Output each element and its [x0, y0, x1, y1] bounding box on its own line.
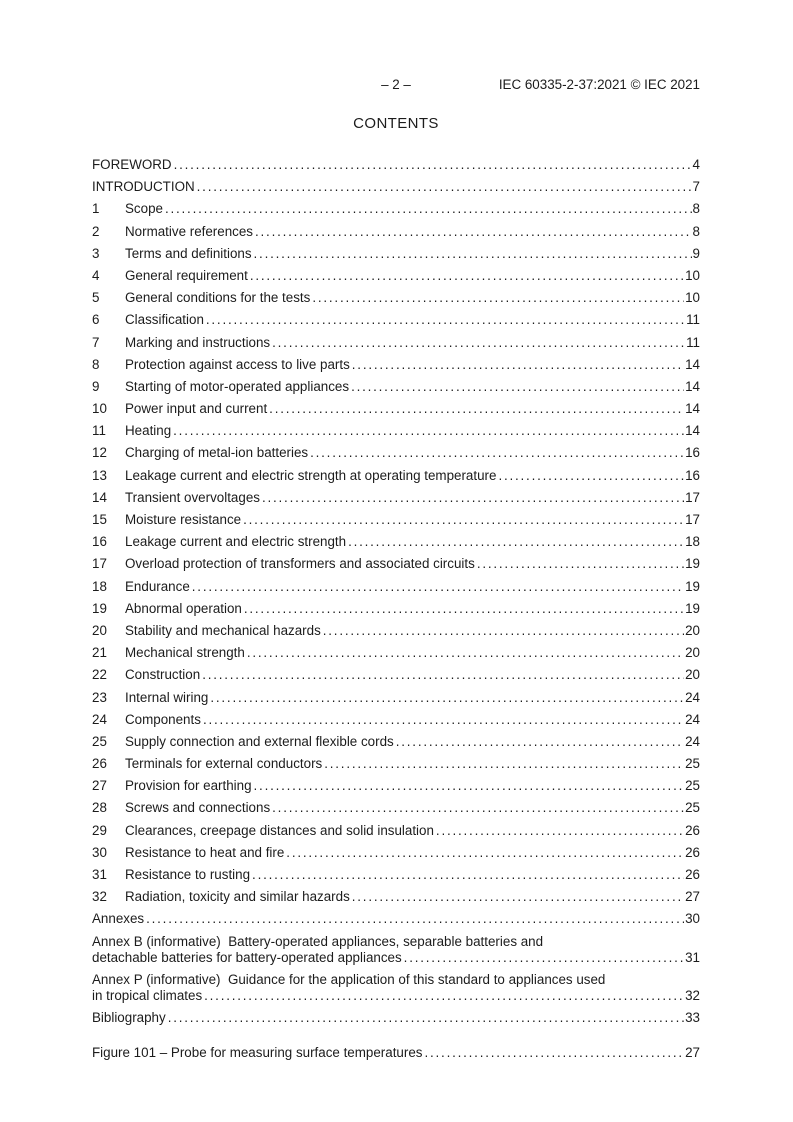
toc-entry — [92, 735, 700, 749]
toc-entry-label: Components — [125, 711, 201, 727]
toc-entry-number: 13 — [92, 467, 107, 483]
toc-entry-number: 6 — [92, 312, 100, 328]
toc-entry-label: in tropical climates — [92, 987, 203, 1003]
dot-leader — [241, 513, 684, 527]
toc-entry-page: 11 — [686, 334, 700, 350]
toc-entry-page: 20 — [685, 622, 700, 638]
toc-entry — [92, 469, 700, 483]
toc-entry-label: Construction — [125, 667, 201, 683]
toc-entry — [92, 402, 700, 416]
toc-entry — [92, 973, 700, 1003]
dot-leader — [322, 757, 684, 771]
toc-entry — [92, 202, 700, 216]
toc-entry-label: Overload protection of transformers and associated circuits — [125, 556, 475, 572]
dot-leader — [242, 602, 684, 616]
toc-entry — [92, 1046, 700, 1060]
toc-entry-label: Provision for earthing — [125, 778, 252, 794]
toc-entry — [92, 757, 700, 771]
toc-entry — [92, 180, 700, 194]
dot-leader — [252, 247, 692, 261]
toc-entry-label: INTRODUCTION — [92, 179, 195, 195]
toc-entry-page: 9 — [692, 245, 700, 261]
toc-entry — [92, 801, 700, 815]
toc-entry — [92, 668, 700, 682]
toc-entry-page: 16 — [685, 467, 700, 483]
toc-entry-number: 25 — [92, 733, 107, 749]
toc-entry-page: 25 — [685, 756, 700, 772]
toc-entry-number: 20 — [92, 622, 107, 638]
toc-entry-line2 — [92, 951, 700, 965]
toc-entry-page: 24 — [685, 711, 700, 727]
toc-entry — [92, 158, 700, 172]
toc-entry-label: Marking and instructions — [125, 334, 271, 350]
toc-entry — [92, 779, 700, 793]
toc-entry-page: 17 — [685, 512, 700, 527]
toc-figure-list — [92, 1046, 700, 1060]
toc-entry-number: 3 — [92, 245, 100, 261]
dot-leader — [284, 846, 684, 860]
dot-leader — [496, 469, 684, 483]
toc-entry-label: detachable batteries for battery-operated appliances — [92, 949, 402, 965]
toc-entry-page: 14 — [685, 356, 700, 372]
toc-entry-page: 26 — [685, 867, 700, 882]
toc-entry — [92, 935, 700, 965]
toc-entry-number: 19 — [92, 600, 107, 616]
toc-entry-list — [92, 158, 700, 1025]
toc-entry — [92, 868, 700, 882]
dot-leader — [270, 801, 684, 815]
toc-entry-number: 11 — [92, 423, 106, 439]
toc-entry-number: 22 — [92, 667, 107, 683]
toc-entry-page: 24 — [685, 689, 700, 705]
toc-entry-number: 21 — [92, 645, 107, 661]
toc-entry-page: 14 — [685, 378, 700, 394]
toc-entry — [92, 535, 700, 549]
toc-entry-page: 25 — [685, 800, 700, 816]
toc-entry-number: 1 — [92, 201, 100, 217]
toc-entry-label: Annex B (informative) Battery-operated appliances, separable batteries and — [92, 933, 544, 949]
dot-leader — [250, 868, 684, 882]
dot-leader — [346, 535, 684, 549]
toc-entry-number: 32 — [92, 889, 107, 905]
toc-entry-line2 — [92, 989, 700, 1003]
dot-leader — [204, 313, 685, 327]
toc-entry — [92, 424, 700, 438]
toc-entry-number: 24 — [92, 711, 107, 727]
toc-entry-label: Leakage current and electric strength at operating temperature — [125, 467, 497, 483]
toc-entry-page: 20 — [685, 645, 700, 661]
toc-entry-page: 26 — [685, 822, 700, 838]
toc-entry-label: Normative references — [125, 223, 254, 239]
toc-entry-page: 27 — [685, 889, 700, 905]
toc-entry-page: 18 — [685, 534, 700, 550]
toc-entry-number: 16 — [92, 534, 107, 550]
toc-entry-page: 14 — [685, 401, 700, 417]
dot-leader — [144, 912, 684, 926]
toc-entry — [92, 602, 700, 616]
toc-entry-label: Mechanical strength — [125, 645, 245, 661]
toc-entry — [92, 624, 700, 638]
toc-entry-label: Annex P (informative) Guidance for the application of this standard to appliances used — [92, 971, 606, 987]
toc-entry-number: 23 — [92, 689, 107, 705]
dot-leader — [260, 491, 684, 505]
toc-entry — [92, 380, 700, 394]
toc-entry — [92, 1011, 700, 1025]
toc-entry-page: 26 — [685, 844, 700, 860]
toc-entry-page: 20 — [685, 667, 700, 683]
dot-leader — [248, 269, 684, 283]
dot-leader — [190, 580, 684, 594]
dot-leader — [163, 202, 692, 216]
toc-entry — [92, 291, 700, 305]
toc-entry-label: Supply connection and external flexible cords — [125, 733, 394, 749]
dot-leader — [208, 691, 684, 705]
toc-entry-label: Terms and definitions — [125, 245, 252, 261]
toc-entry-page: 25 — [685, 778, 700, 794]
toc-entry-page: 14 — [685, 423, 700, 439]
toc-entry — [92, 513, 700, 527]
toc-entry-number: 8 — [92, 356, 100, 372]
toc-entry-label: Abnormal operation — [125, 600, 242, 616]
toc-entry — [92, 846, 700, 860]
toc-entry — [92, 269, 700, 283]
toc-entry-number: 30 — [92, 844, 107, 860]
dot-leader — [308, 446, 684, 460]
toc-entry-page: 19 — [685, 600, 700, 616]
dot-leader — [321, 624, 684, 638]
toc-entry-number: 10 — [92, 401, 107, 417]
toc-entry-number: 18 — [92, 578, 107, 594]
toc-entry-label: Moisture resistance — [125, 512, 242, 527]
page-header — [92, 77, 700, 92]
toc-entry-label: Endurance — [125, 578, 190, 594]
dot-leader — [267, 402, 684, 416]
toc-entry — [92, 446, 700, 460]
dot-leader — [201, 713, 684, 727]
toc-entry-number: 12 — [92, 445, 107, 461]
toc-entry-label: Leakage current and electric strength — [125, 534, 347, 550]
dot-leader — [422, 1046, 684, 1060]
toc-entry-number: 2 — [92, 223, 100, 239]
toc-entry — [92, 580, 700, 594]
toc-entry-label: Power input and current — [125, 401, 268, 417]
dot-leader — [172, 158, 692, 172]
toc-entry-page: 30 — [685, 911, 700, 927]
toc-entry-label: Transient overvoltages — [125, 489, 260, 505]
toc-entry-label: Heating — [125, 423, 172, 439]
toc-entry-label: FOREWORD — [92, 157, 172, 172]
dot-leader — [402, 951, 684, 965]
dot-leader — [245, 646, 684, 660]
contents-title: CONTENTS — [353, 115, 439, 132]
dot-leader — [252, 779, 685, 793]
toc-entry-page: 11 — [686, 312, 700, 328]
toc-entry-page: 7 — [692, 179, 700, 195]
toc-entry-number: 27 — [92, 778, 107, 794]
toc-entry — [92, 557, 700, 571]
toc-entry-page: 10 — [685, 290, 700, 306]
toc-entry — [92, 225, 700, 239]
toc-entry-page: 17 — [685, 489, 700, 505]
dot-leader — [394, 735, 684, 749]
toc-entry — [92, 912, 700, 926]
dot-leader — [202, 989, 684, 1003]
toc-entry — [92, 713, 700, 727]
toc-entry-number: 9 — [92, 378, 100, 394]
toc-entry — [92, 646, 700, 660]
toc-entry-label: Radiation, toxicity and similar hazards — [125, 889, 350, 905]
toc-entry-label: Stability and mechanical hazards — [125, 622, 321, 638]
toc-entry — [92, 336, 700, 350]
toc-entry-label: Scope — [125, 201, 163, 217]
toc-entry-label: Clearances, creepage distances and solid insulation — [125, 822, 434, 838]
toc-entry-label: Screws and connections — [125, 800, 271, 816]
dot-leader — [350, 358, 684, 372]
dot-leader — [475, 557, 684, 571]
toc-entry-label: Protection against access to live parts — [125, 356, 350, 372]
toc-entry-page: 19 — [685, 578, 700, 594]
toc-entry-page: 33 — [685, 1009, 700, 1025]
toc-entry-page: 19 — [685, 556, 700, 572]
toc-entry-number: 17 — [92, 556, 107, 572]
dot-leader — [171, 424, 684, 438]
page-content — [92, 0, 700, 1068]
toc-entry-page: 31 — [685, 949, 700, 965]
toc-entry-number: 5 — [92, 290, 100, 306]
toc-entry-label: Figure 101 – Probe for measuring surface temperatures — [92, 1044, 423, 1060]
toc-entry-page: 27 — [685, 1044, 700, 1060]
dot-leader — [270, 336, 685, 350]
toc-entry-page: 32 — [685, 987, 700, 1003]
toc-entry-page: 8 — [692, 223, 700, 239]
toc-entry — [92, 890, 700, 904]
toc-entry-number: 26 — [92, 756, 107, 772]
toc-entry-label: Resistance to rusting — [125, 867, 251, 882]
toc-entry-number: 29 — [92, 822, 107, 838]
toc-entry — [92, 691, 700, 705]
dot-leader — [200, 668, 684, 682]
dot-leader — [166, 1011, 684, 1025]
toc-entry-page: 16 — [685, 445, 700, 461]
dot-leader — [310, 291, 684, 305]
toc-entry-label: General conditions for the tests — [125, 290, 311, 306]
toc-entry-label: Resistance to heat and fire — [125, 844, 285, 860]
dot-leader — [253, 225, 692, 239]
toc-entry-page: 24 — [685, 733, 700, 749]
toc-entry-label: Bibliography — [92, 1009, 166, 1025]
page-number-marker: – 2 – — [381, 77, 411, 92]
toc-entry-number: 15 — [92, 512, 107, 527]
toc-entry-label: Charging of metal-ion batteries — [125, 445, 309, 461]
toc-entry-label: Annexes — [92, 911, 145, 927]
dot-leader — [350, 890, 684, 904]
dot-leader — [349, 380, 684, 394]
toc-entry-number: 31 — [92, 867, 107, 882]
toc-entry — [92, 247, 700, 261]
toc-entry-page: 4 — [692, 157, 700, 172]
toc-entry-page: 10 — [685, 267, 700, 283]
toc-entry-label: Terminals for external conductors — [125, 756, 323, 772]
toc-entry-label: General requirement — [125, 267, 248, 283]
toc-entry — [92, 313, 700, 327]
toc-entry-label: Starting of motor-operated appliances — [125, 378, 350, 394]
toc-entry — [92, 491, 700, 505]
dot-leader — [195, 180, 692, 194]
toc-entry-label: Internal wiring — [125, 689, 209, 705]
toc-entry-number: 14 — [92, 489, 107, 505]
toc-entry — [92, 824, 700, 838]
toc-entry-number: 28 — [92, 800, 107, 816]
document-reference: IEC 60335-2-37:2021 © IEC 2021 — [498, 77, 700, 92]
toc-entry-page: 8 — [692, 201, 700, 217]
toc-entry-number: 4 — [92, 267, 100, 283]
toc-entry-number: 7 — [92, 334, 100, 350]
toc-entry-label: Classification — [125, 312, 204, 328]
dot-leader — [434, 824, 684, 838]
toc-entry — [92, 358, 700, 372]
